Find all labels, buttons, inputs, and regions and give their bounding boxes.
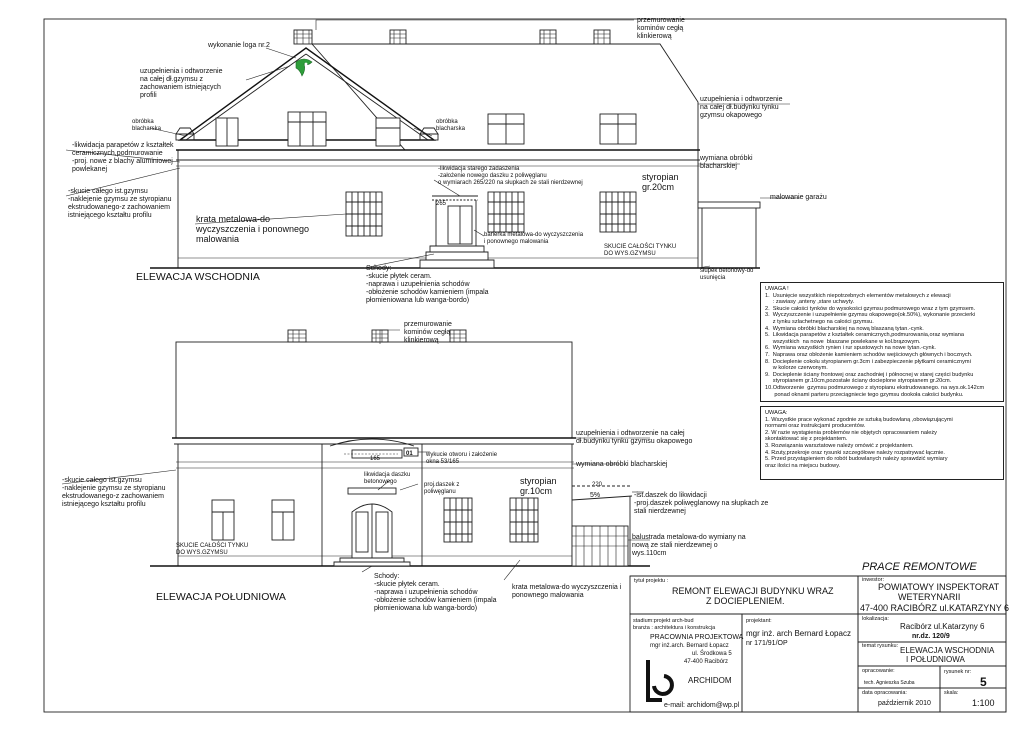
- window-tag: 01: [406, 451, 413, 457]
- note-flashing: obróbka: [132, 119, 154, 125]
- note-line: 3. Wyczyszczenie i uzupełnienie gzymsu okapowego(ok.50%), wykonanie przecierki: [765, 312, 976, 319]
- note-line: wszystkich na nowe blaszane powlekane w kol.brązowym.: [765, 338, 921, 345]
- note-canopy-side: -proj.daszek poliwęglanowy na słupkach ze: [634, 500, 769, 507]
- east-elevation-title: ELEWACJA WSCHODNIA: [136, 271, 260, 283]
- dimension-165: 165: [370, 456, 381, 462]
- note-line: : zawiasy ,anteny ,stare uchwyty.: [765, 299, 855, 306]
- note-flashing-replace: blacharskiej: [700, 163, 737, 170]
- investor-name: WETERYNARII: [898, 592, 961, 602]
- south-roof: [176, 342, 572, 438]
- roof-slope: 5%: [590, 492, 601, 499]
- note-barrier: barierka metalowa-do wyczyszczenia: [484, 232, 584, 238]
- date-label: data opracowania:: [862, 690, 907, 696]
- note-stairs: -obłożenie schodów kamieniem (impala: [366, 289, 489, 296]
- note-post: słupek betonowy-do: [700, 268, 754, 274]
- office-city: 47-400 Racibórz: [684, 659, 729, 665]
- note-restore: uzupełnienia i odtworzenie: [140, 68, 223, 75]
- note-canopy: -założenie nowego daszku z poliwęglanu: [438, 173, 547, 179]
- note-canopy-new: proj.daszek z: [424, 482, 460, 488]
- note-line: 2. W razie wystąpienia problemów nie objętych opracowaniem należy: [765, 429, 937, 436]
- note-stairs: -skucie płytek ceram.: [374, 581, 440, 588]
- note-flashing: blacharska: [436, 126, 466, 132]
- dimension-220: 220: [592, 482, 603, 488]
- note-canopy: o wymiarach 265/220 na słupkach ze stali nierdzewnej: [438, 180, 583, 186]
- scale-label: skala:: [944, 690, 959, 696]
- location-address: Racibórz ul.Katarzyny 6: [900, 622, 985, 631]
- title-block: [630, 561, 1009, 712]
- note-grille: wyczyszczenia i ponownego: [196, 224, 310, 234]
- note-parapet: powlekanej: [72, 166, 108, 173]
- note-line: styropianem gr.10cm,pozostałe ściany docieplone styropianem gr.20cm.: [765, 378, 952, 385]
- note-line: 4. Wymiana obróbki blacharskiej na nową blaszaną tytan.-cynk.: [765, 325, 924, 332]
- note-plaster: DO WYS.GZYMSU: [176, 550, 228, 556]
- south-elevation: [150, 330, 650, 566]
- note-restore: uzupełnienia i odtworzenie na całej: [576, 430, 685, 437]
- note-stairs: Schody:: [374, 573, 400, 580]
- prepared-by: tech. Agnieszka Szuba: [864, 680, 915, 686]
- south-annotations: [62, 321, 768, 612]
- note-line: oraz ilości na miejscu budowy.: [765, 462, 841, 469]
- note-flashing: obróbka: [436, 119, 458, 125]
- note-line: 3. Rozwiązania warsztatowe należy omówić z projektantem.: [765, 442, 914, 449]
- notes-title: UWAGA !: [765, 286, 789, 292]
- note-flashing-replace: wymiana obróbki: [700, 155, 753, 162]
- notes-box-2: [760, 406, 1004, 480]
- note-line: skontaktować się z projektantem.: [765, 436, 848, 443]
- note-restore: na całej dł.gzymsu z: [140, 76, 204, 83]
- note-logo: wykonanie loga nr.2: [208, 42, 270, 49]
- note-line: 9. Docieplenie ściany frontowej oraz zachodniej i północnej w starej części budynku: [765, 371, 974, 378]
- drawing-title: ELEWACJA WSCHODNIA: [900, 646, 995, 655]
- note-restore-right: uzupełnienia i odtworzenie: [700, 96, 783, 103]
- note-canopy-new: poliwęglanu: [424, 489, 456, 495]
- dimension-265: 265: [436, 201, 447, 207]
- note-parapet: ceramicznych,podmurowanie: [72, 150, 163, 157]
- note-restore: profili: [140, 92, 157, 99]
- note-line: 5. Przed przystąpieniem do robót budowlanych należy sprawdzić wymiary: [765, 456, 948, 463]
- note-line: 8. Docieplenie cokołu styropianem gr.3cm i zabezpieczenie płytkami ceramicznymi: [765, 358, 971, 365]
- note-garage: malowanie garażu: [770, 194, 827, 201]
- note-grille: krata metalowa-do: [196, 214, 271, 224]
- note-line: z tynku szlachetnego na całości gzymsu.: [765, 318, 874, 325]
- notes-lines: [765, 293, 999, 399]
- note-restore-right: gzymsu okapowego: [700, 112, 762, 119]
- note-plaster: SKUCIE CAŁOŚCI TYNKU: [176, 543, 249, 549]
- note-stairs: Schody:: [366, 265, 392, 272]
- note-canopy-side: -ist.daszek do likwidacji: [634, 492, 707, 499]
- note-balustrade: wys.110cm: [632, 550, 667, 557]
- note-opening: okna 53/165: [426, 459, 460, 465]
- investor-label: inwestor:: [862, 577, 885, 583]
- investor-name: POWIATOWY INSPEKTORAT: [878, 582, 1000, 592]
- note-cornice: istniejącego kształtu profilu: [68, 212, 152, 219]
- note-line: 7. Naprawa oraz obłożenie kamieniem schodów wejściowych głównych i bocznych.: [765, 351, 973, 358]
- notes-box-1: [760, 282, 1004, 402]
- chimney: [390, 30, 406, 44]
- note-cornice: istniejącego kształtu profilu: [62, 501, 146, 508]
- note-line: w kolorze czerwonym.: [765, 365, 828, 372]
- brand-name: ARCHIDOM: [688, 676, 732, 685]
- note-parapet: -proj. nowe z blachy aluminiowej: [72, 158, 173, 165]
- note-cornice: -skucie całego ist.gzymsu: [62, 477, 142, 484]
- sheet-number: 5: [980, 675, 987, 689]
- note-line: 1. Usunięcie wszystkich niepotrzebnych elementów metalowych z elewacji: [765, 292, 951, 299]
- note-chimney: klinkierową: [404, 337, 439, 344]
- project-label: tytuł projektu :: [634, 578, 669, 584]
- note-stairs: płomieniowana lub wanga-bordo): [374, 605, 478, 612]
- scale-value: 1:100: [972, 698, 995, 708]
- note-flashing-replace: wymiana obróbki blacharskiej: [576, 461, 668, 468]
- designer-license: nr 171/91/OP: [746, 640, 788, 647]
- works-heading: PRACE REMONTOWE: [862, 561, 977, 573]
- note-opening: wykucie otworu i założenie: [426, 452, 498, 458]
- note-chimney: przemurowanie: [637, 17, 685, 24]
- sheet-label: rysunek nr:: [944, 669, 972, 675]
- office-name: PRACOWNIA PROJEKTOWA: [650, 634, 744, 641]
- notes-lines: [765, 417, 999, 470]
- drawing-label: temat rysunku:: [862, 643, 899, 649]
- note-post: usunięcia: [700, 275, 726, 281]
- note-restore-right: na całej dł.budynku tynku: [700, 104, 779, 111]
- note-chimney: kominów cegłą: [404, 329, 451, 336]
- note-styrofoam: styropian: [520, 476, 557, 486]
- office-email: e-mail: archidom@wp.pl: [664, 702, 740, 709]
- project-title: REMONT ELEWACJI BUDYNKU WRAZ: [672, 586, 834, 596]
- south-elevation-title: ELEWACJA POŁUDNIOWA: [156, 591, 286, 603]
- note-chimney: przemurowanie: [404, 321, 452, 328]
- veterinary-logo-icon: [296, 59, 312, 76]
- chimney: [594, 30, 610, 44]
- note-cornice: -naklejenie gzymsu ze styropianu: [62, 485, 166, 492]
- note-stairs: -obłożenie schodów kamieniem (impala: [374, 597, 497, 604]
- note-canopy-remove: likwidacja daszku: [364, 472, 411, 478]
- note-chimney: kominów cegłą: [637, 25, 684, 32]
- archidom-logo-icon: [648, 660, 672, 700]
- note-stairs: -skucie płytek ceram.: [366, 273, 432, 280]
- note-flashing: blacharska: [132, 126, 162, 132]
- prepared-label: opracowanie:: [862, 668, 895, 674]
- note-balustrade: nową ze stali nierdzewnej o: [632, 542, 718, 549]
- note-grille: krata metalowa-do wyczyszczenia i: [512, 584, 622, 591]
- note-plaster: DO WYS.GZYMSU: [604, 251, 656, 257]
- note-cornice: -skucie całego ist.gzymsu: [68, 188, 148, 195]
- note-line: 10.Odtworzenie gzymsu podmurowego z styropianu ekstrudowanego. na wys.ok.142cm: [765, 384, 985, 391]
- location-label: lokalizacja:: [862, 616, 889, 622]
- office-street: ul. Środkowa 5: [692, 651, 732, 657]
- branch: branża : architektura i konstrukcja: [633, 625, 716, 631]
- note-styrofoam: styropian: [642, 172, 679, 182]
- project-title: Z DOCIEPLENIEM.: [706, 596, 785, 606]
- note-canopy-remove: betonowego: [364, 479, 397, 485]
- notes-title: UWAGA:: [765, 410, 788, 416]
- note-line: 5. Likwidacja parapetów z kształtek ceramicznych,podmurowania,oraz wymiana: [765, 332, 964, 339]
- investor-address: 47-400 RACIBÓRZ ul.KATARZYNY 6: [860, 603, 1010, 613]
- note-cornice: ekstrudowanego-z zachowaniem: [68, 204, 170, 211]
- designer-label: projektant:: [746, 618, 772, 624]
- note-canopy: -likwidacja starego zadaszenia: [438, 166, 520, 172]
- note-chimney: klinkierową: [637, 33, 672, 40]
- note-line: normami oraz instrukcjami producentów.: [765, 423, 866, 430]
- date-value: październik 2010: [878, 700, 931, 707]
- note-line: ponad oknami parteru przeciągniecie tego gzymsu dookoła całości budynku.: [765, 391, 964, 398]
- note-barrier: i ponownego malowania: [484, 239, 549, 245]
- note-line: 4. Rzuty,przekroje oraz rysunki szczegółowe należy rozpatrywać łącznie.: [765, 449, 945, 456]
- note-restore: zachowaniem istniejących: [140, 84, 221, 91]
- note-plaster: SKUCIE CAŁOŚCI TYNKU: [604, 244, 677, 250]
- note-stairs: -naprawa i uzupełnienia schodów: [374, 589, 478, 596]
- designer-name: mgr inż. arch Bernard Łopacz: [746, 629, 851, 638]
- note-stairs: płomieniowana lub wanga-bordo): [366, 297, 470, 304]
- chimney: [540, 30, 556, 44]
- note-stairs: -naprawa i uzupełnienia schodów: [366, 281, 470, 288]
- note-line: 1. Wszystkie prace wykonać zgodnie ze sztuką budowlaną ,obowiązującymi: [765, 416, 953, 423]
- note-parapet: -likwidacja parapetów z kształtek: [72, 142, 174, 149]
- note-cornice: -naklejenie gzymsu ze styropianu: [68, 196, 172, 203]
- note-grille: ponownego malowania: [512, 592, 584, 599]
- stage: stadium:projekt arch-bud: [633, 618, 694, 624]
- note-cornice: ekstrudowanego-z zachowaniem: [62, 493, 164, 500]
- note-line: 6. Wymiana wszystkich rynien i rur spustowych na nowe tytan.-cynk.: [765, 345, 936, 352]
- note-line: 2. Skucie całości tynków do wysokości gzymsu podmurowego wraz z tym gzymsem.: [765, 305, 976, 312]
- note-canopy-side: stali nierdzewnej: [634, 508, 686, 515]
- note-balustrade: balustrada metalowa-do wymiany na: [632, 534, 746, 541]
- office-owner: mgr inż.arch. Bernard Łopacz: [650, 643, 729, 649]
- note-grille: malowania: [196, 234, 240, 244]
- note-styrofoam: gr.20cm: [642, 182, 675, 192]
- drawing-title: I POŁUDNIOWA: [906, 655, 965, 664]
- note-restore: dł.budynku tynku gzymsu okapowego: [576, 438, 693, 445]
- location-plot: nr.dz. 120/9: [912, 633, 950, 640]
- note-styrofoam: gr.10cm: [520, 486, 553, 496]
